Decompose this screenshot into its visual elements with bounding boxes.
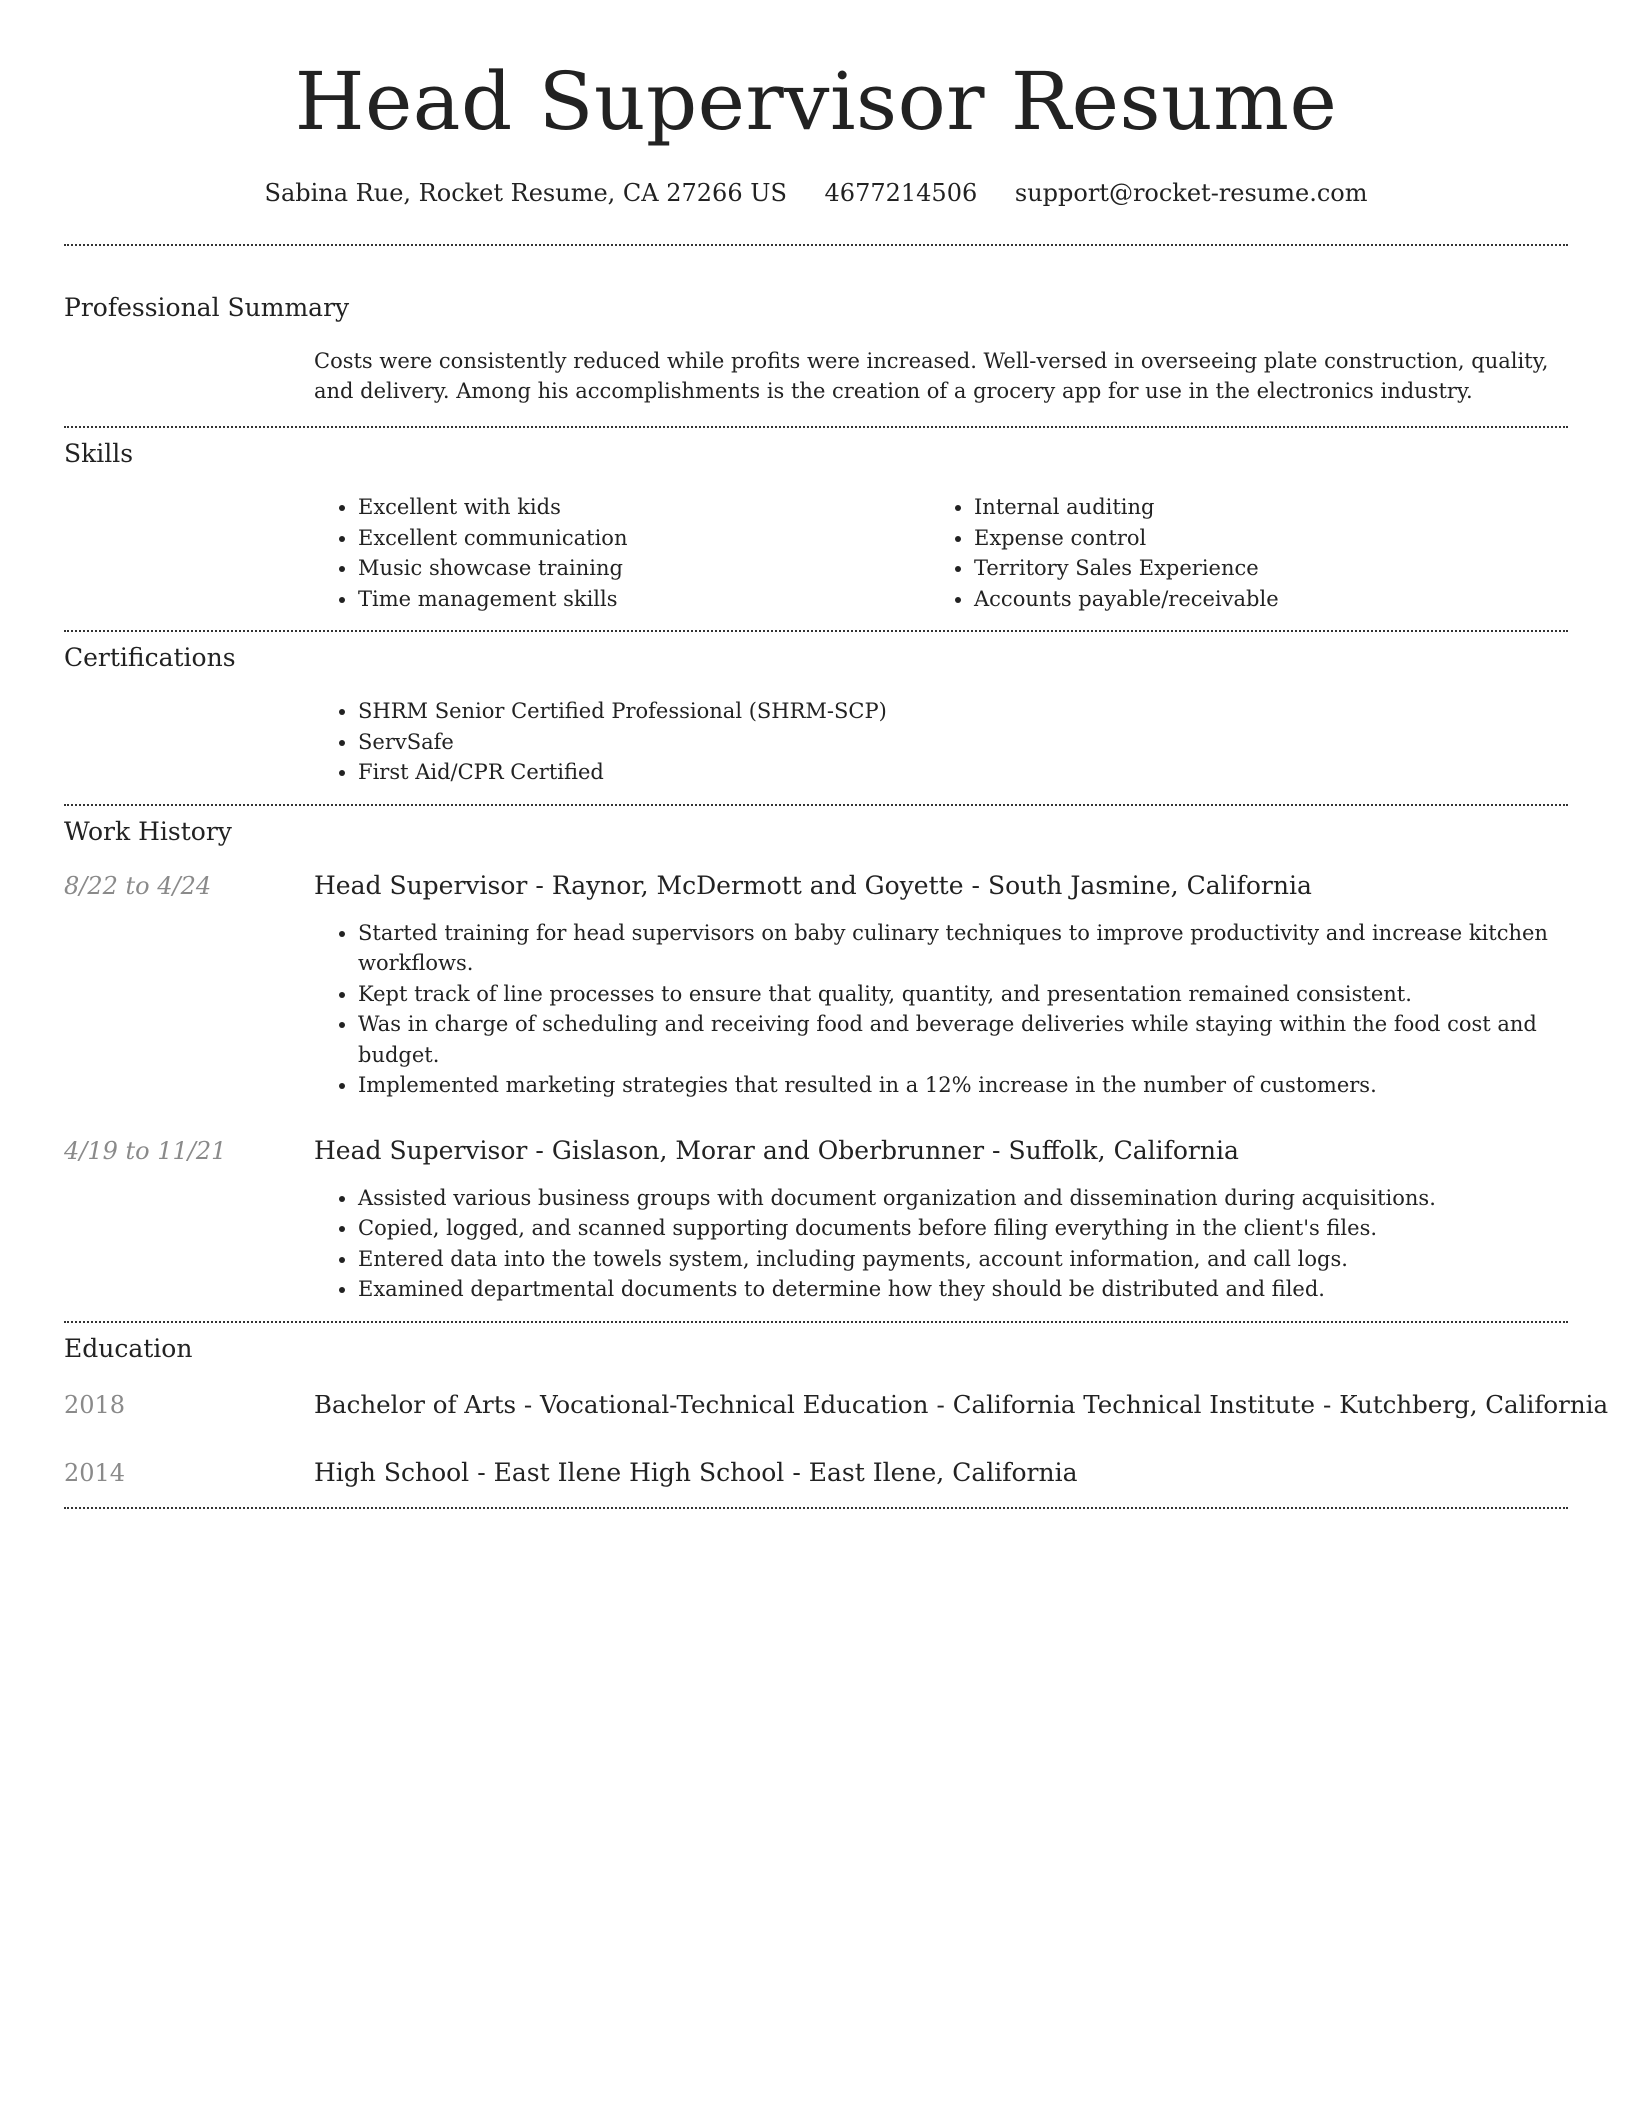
education-school: California Technical Institute	[952, 1389, 1315, 1419]
education-heading: High School - East Ilene High School - East Ilene, California	[314, 1457, 1078, 1487]
education-location: East Ilene, California	[808, 1457, 1078, 1487]
education-section	[64, 1323, 1609, 1507]
certifications-list	[314, 696, 1568, 788]
list-item: • Kept track of line processes to ensure that quality, quantity, and presentation remained consistent.	[358, 979, 1568, 1010]
job-location: South Jasmine, California	[987, 870, 1312, 900]
job-location: Suffolk, California	[1008, 1135, 1239, 1165]
education-entry	[64, 1457, 1568, 1489]
divider	[64, 1507, 1568, 1509]
page-title: Head Supervisor Resume	[294, 55, 1338, 148]
summary-section	[64, 246, 1568, 426]
contact-address: Sabina Rue, Rocket Resume, CA 27266 US	[264, 179, 787, 207]
section-title-work-history: Work History	[64, 816, 232, 846]
skills-section	[64, 428, 1568, 630]
job-entry	[64, 1135, 1568, 1305]
education-location: Kutchberg, California	[1339, 1389, 1609, 1419]
section-title-skills: Skills	[64, 439, 134, 468]
section-title-summary: Professional Summary	[64, 293, 350, 322]
list-item: • Was in charge of scheduling and receiving food and beverage deliveries while staying within the food cost and budget.	[358, 1009, 1568, 1070]
education-degree: Bachelor of Arts - Vocational-Technical Education	[314, 1389, 929, 1419]
job-heading: Head Supervisor - Raynor, McDermott and Goyette - South Jasmine, California	[314, 870, 1312, 900]
list-item: • Internal auditing	[974, 492, 1546, 523]
job-bullets	[314, 918, 1568, 1101]
list-item: • Accounts payable/receivable	[974, 584, 1546, 615]
list-item: • SHRM Senior Certified Professional (SHRM-SCP)	[358, 696, 1568, 727]
skills-list-left	[314, 492, 930, 614]
job-dates: 8/22 to 4/24	[64, 871, 212, 900]
education-year: 2018	[64, 1390, 126, 1419]
work-history-section	[64, 806, 1568, 1321]
section-title-education: Education	[64, 1333, 193, 1363]
job-title: Head Supervisor	[314, 1135, 528, 1165]
contact-email: support@rocket-resume.com	[1014, 179, 1368, 207]
list-item: • Music showcase training	[358, 553, 930, 584]
list-item: • ServSafe	[358, 727, 1568, 758]
resume-header	[64, 0, 1568, 208]
list-item: • First Aid/CPR Certified	[358, 757, 1568, 788]
list-item: • Entered data into the towels system, including payments, account information, and call logs.	[358, 1244, 1568, 1275]
list-item: • Started training for head supervisors on baby culinary techniques to improve productivity and increase kitchen workflows.	[358, 918, 1568, 979]
education-year: 2014	[64, 1458, 126, 1487]
education-heading: Bachelor of Arts - Vocational-Technical Education - California Technical Institute - Kutchberg, California	[314, 1389, 1609, 1419]
contact-phone: 4677214506	[824, 179, 978, 207]
education-entry	[64, 1389, 1609, 1421]
certifications-section	[64, 632, 1568, 804]
list-item: • Time management skills	[358, 584, 930, 615]
job-entry	[64, 870, 1568, 1101]
list-item: • Copied, logged, and scanned supporting documents before filing everything in the client's files.	[358, 1213, 1568, 1244]
section-title-certifications: Certifications	[64, 643, 236, 672]
list-item: • Examined departmental documents to determine how they should be distributed and filed.	[358, 1274, 1568, 1305]
list-item: • Excellent communication	[358, 523, 930, 554]
list-item: • Territory Sales Experience	[974, 553, 1546, 584]
job-heading: Head Supervisor - Gislason, Morar and Oberbrunner - Suffolk, California	[314, 1135, 1239, 1165]
summary-text: Costs were consistently reduced while profits were increased. Well-versed in overseeing plate construction, quality, and delivery. Among his accomplishments is the creation of a grocery app for use in the electronics industry.	[314, 349, 1549, 403]
job-bullets	[314, 1183, 1568, 1305]
job-company: Gislason, Morar and Oberbrunner	[551, 1135, 985, 1165]
list-item: • Assisted various business groups with document organization and dissemination during acquisitions.	[358, 1183, 1568, 1214]
job-title: Head Supervisor	[314, 870, 528, 900]
job-company: Raynor, McDermott and Goyette	[551, 870, 964, 900]
list-item: • Excellent with kids	[358, 492, 930, 523]
education-degree: High School	[314, 1457, 470, 1487]
skills-list-right	[930, 492, 1546, 614]
list-item: • Expense control	[974, 523, 1546, 554]
education-school: East Ilene High School	[493, 1457, 785, 1487]
contact-line	[64, 178, 1568, 208]
job-dates: 4/19 to 11/21	[64, 1136, 227, 1165]
list-item: • Implemented marketing strategies that resulted in a 12% increase in the number of customers.	[358, 1070, 1568, 1101]
